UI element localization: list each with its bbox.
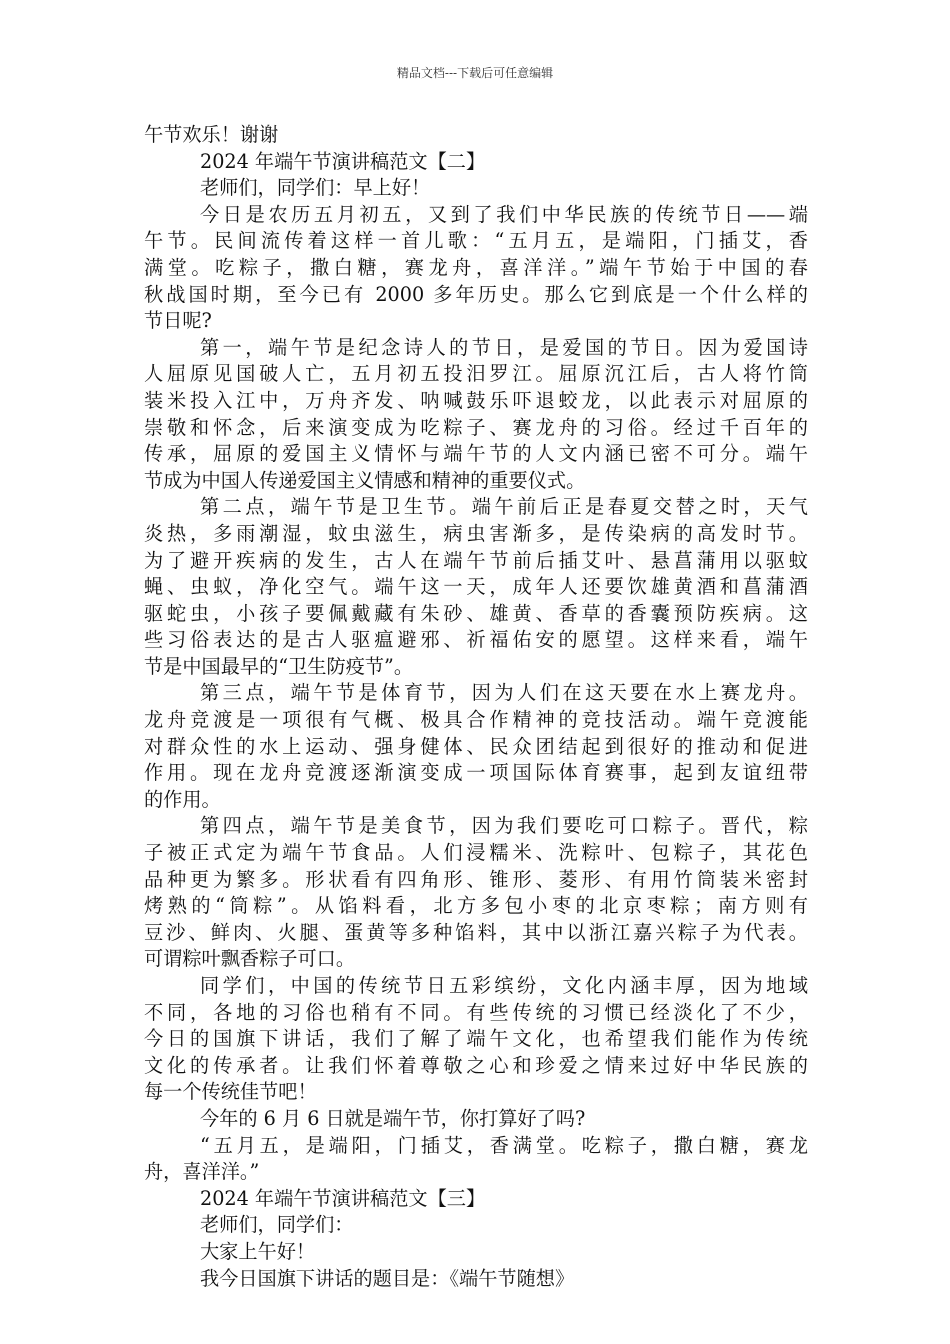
text-line: 第二点，端午节是卫生节。端午前后正是春夏交替之时，天气 [200,495,808,519]
text-line: 第三点，端午节是体育节，因为人们在这天要在水上赛龙舟。 [200,681,808,705]
document-body [144,122,808,1292]
text-line: 第四点，端午节是美食节，因为我们要吃可口粽子。晋代，粽 [200,814,808,838]
text-line: 龙舟竞渡是一项很有气概、极具合作精神的竞技活动。端午竞渡能 [144,708,808,732]
text-line: 崇敬和怀念，后来演变成为吃粽子、赛龙舟的习俗。经过千百年的 [144,415,808,439]
text-line: 每一个传统佳节吧！ [144,1080,317,1104]
text-line: 可谓粽叶飘香粽子可口。 [144,947,356,971]
text-line: 为了避开疾病的发生，古人在端午节前后插艾叶、悬菖蒲用以驱蚊 [144,548,808,572]
text-line: 品种更为繁多。形状看有四角形、锥形、菱形、有用竹筒装米密封 [144,867,808,891]
text-line: 对群众性的水上运动、强身健体、民众团结起到很好的推动和促进 [144,734,808,758]
text-line: 炎热，多雨潮湿，蚊虫滋生，病虫害渐多，是传染病的高发时节。 [144,521,808,545]
text-line: 文化的传承者。让我们怀着尊敬之心和珍爱之情来过好中华民族的 [144,1053,808,1077]
text-line: 传承，屈原的爱国主义情怀与端午节的人文内涵已密不可分。端午 [144,442,808,466]
text-line: 我今日国旗下讲话的题目是：《端午节随想》 [200,1266,575,1290]
text-line: 豆沙、鲜肉、火腿、蛋黄等多种馅料，其中以浙江嘉兴粽子为代表。 [144,920,808,944]
text-line: 第一，端午节是纪念诗人的节日，是爱国的节日。因为爱国诗 [200,335,808,359]
text-line: 子被正式定为端午节食品。人们浸糯米、洗粽叶、包粽子，其花色 [144,841,808,865]
text-line: 舟，喜洋洋。” [144,1160,260,1184]
text-line: 今日的国旗下讲话，我们了解了端午文化，也希望我们能作为传统 [144,1027,808,1051]
text-line: 驱蛇虫，小孩子要佩戴藏有朱砂、雄黄、香草的香囊预防疾病。这 [144,601,808,625]
text-line: 的作用。 [144,787,221,811]
text-line: 些习俗表达的是古人驱瘟避邪、祈福佑安的愿望。这样来看，端午 [144,628,808,652]
text-line: 作用。现在龙舟竞渡逐渐演变成一项国际体育赛事，起到友谊纽带 [144,761,808,785]
text-line: 节成为中国人传递爱国主义情感和精神的重要仪式。 [144,468,586,492]
text-line: 老师们，同学们：早上好！ [200,176,431,200]
text-line: 2024 年端午节演讲稿范文【三】 [200,1186,486,1210]
text-line: 人屈原见国破人亡，五月初五投汨罗江。屈原沉江后，古人将竹筒 [144,362,808,386]
text-line: 蝇、虫蚁，净化空气。端午这一天，成年人还要饮雄黄酒和菖蒲酒 [144,575,808,599]
text-line: 不同，各地的习俗也稍有不同。有些传统的习惯已经淡化了不少， [144,1000,808,1024]
text-line: 装米投入江中，万舟齐发、呐喊鼓乐吓退蛟龙，以此表示对屈原的 [144,388,808,412]
text-line: 节日呢? [144,309,212,333]
page-header: 精品文档---下载后可任意编辑 [396,66,554,80]
text-line: “五月五，是端阳，门插艾，香满堂。吃粽子，撒白糖，赛龙 [200,1133,808,1157]
text-line: 午节欢乐！谢谢 [144,123,279,146]
text-line: 午节。民间流传着这样一首儿歌：“五月五，是端阳，门插艾，香 [144,229,808,253]
text-line: 烤熟的“筒粽”。从馅料看，北方多包小枣的北京枣粽；南方则有 [144,894,808,918]
text-line: 今年的 6 月 6 日就是端午节，你打算好了吗? [200,1106,586,1130]
text-line: 秋战国时期，至今已有 2000 多年历史。那么它到底是一个什么样的 [144,282,808,306]
text-line: 同学们，中国的传统节日五彩缤纷，文化内涵丰厚，因为地域 [200,974,808,997]
text-line: 2024 年端午节演讲稿范文【二】 [200,149,486,173]
text-line: 大家上午好！ [200,1239,316,1263]
text-line: 满堂。吃粽子，撒白糖，赛龙舟，喜洋洋。”端午节始于中国的春 [144,255,808,279]
text-line: 今日是农历五月初五，又到了我们中华民族的传统节日——端 [200,202,808,226]
text-line: 老师们，同学们： [200,1213,354,1237]
text-line: 节是中国最早的“卫生防疫节”。 [144,654,414,678]
